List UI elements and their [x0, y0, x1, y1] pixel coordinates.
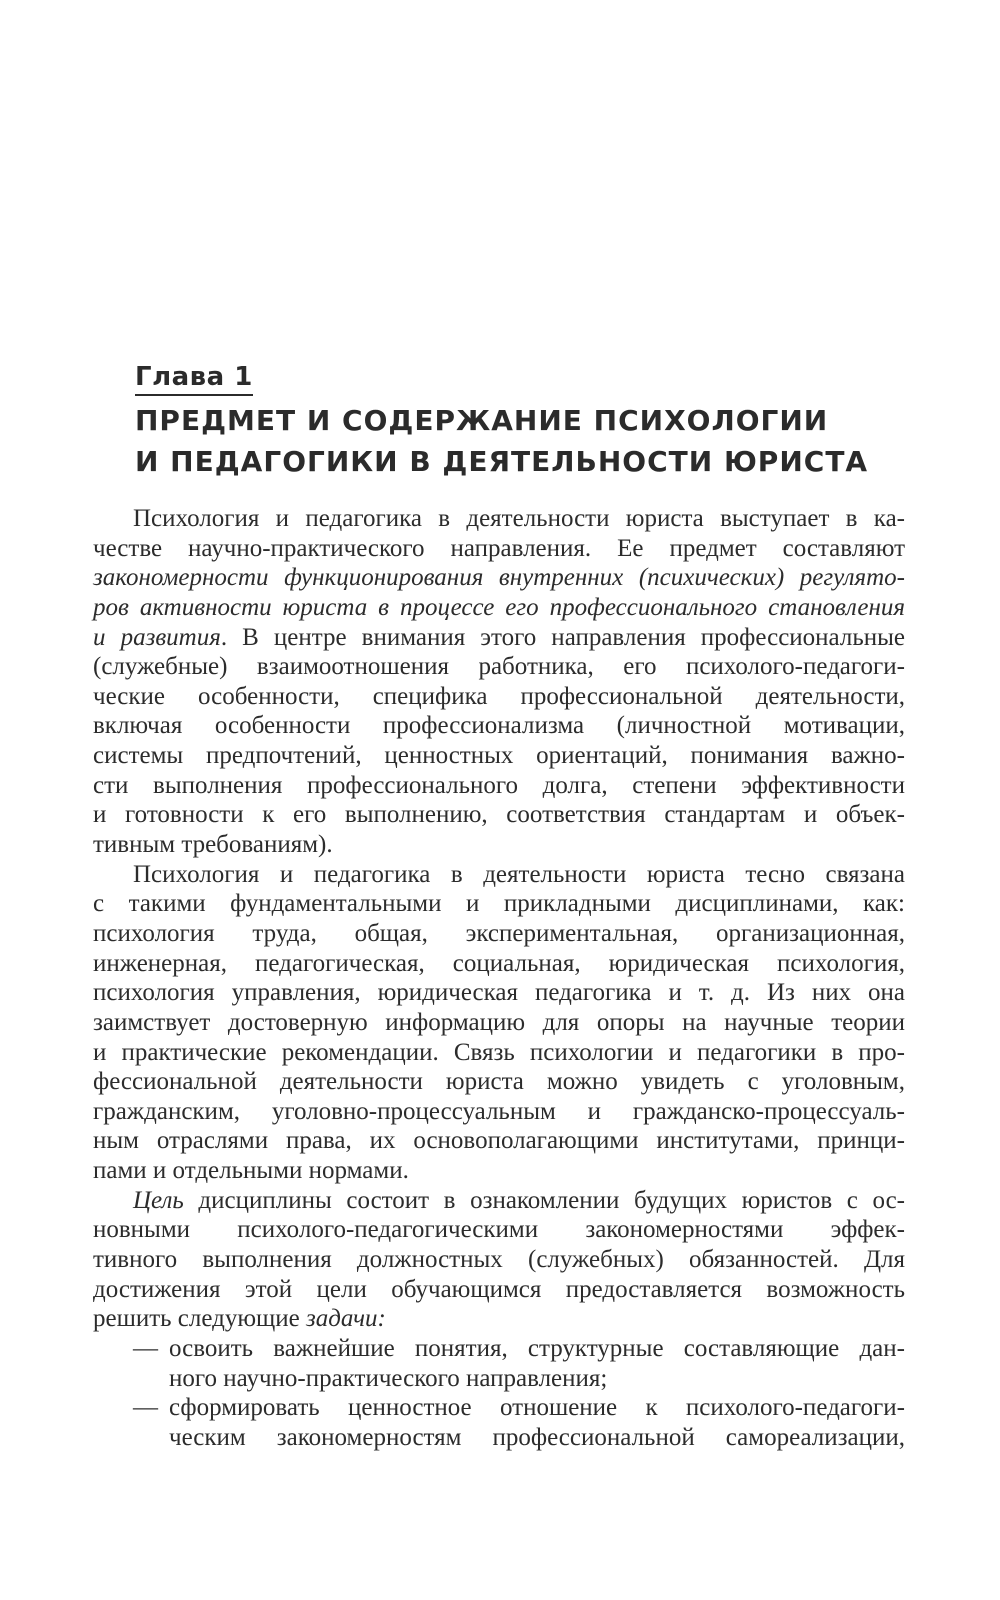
text-line: заимствует достоверную информацию для опоры на научные теории — [93, 1008, 905, 1036]
chapter-title-line: ПРЕДМЕТ И СОДЕРЖАНИЕ ПСИХОЛОГИИ — [135, 404, 829, 437]
text-line: сти выполнения профессионального долга, степени эффективности — [93, 771, 905, 799]
list-item-text: освоить важнейшие понятия, структурные составляющие дан- — [169, 1334, 905, 1362]
italic-text: и развития — [93, 623, 221, 651]
list-item-continuation: ческим закономерностям профессиональной самореализации, — [169, 1423, 905, 1451]
chapter-title-line: И ПЕДАГОГИКИ В ДЕЯТЕЛЬНОСТИ ЮРИСТА — [135, 445, 869, 478]
paragraph-subject — [93, 504, 905, 860]
italic-text: Цель — [133, 1186, 184, 1214]
dash-bullet: — — [133, 1394, 158, 1422]
italic-text: задачи: — [306, 1305, 386, 1333]
list-item-continuation: ного научно-практического направления; — [169, 1364, 608, 1392]
text-line: инженерная, педагогическая, социальная, юридическая психология, — [93, 949, 905, 977]
text-line — [93, 1186, 905, 1216]
list-item — [93, 1393, 905, 1423]
text-line: включая особенности профессионализма (личностной мотивации, — [93, 712, 905, 740]
text-line: честве научно-практического направления. Ее предмет составляют — [93, 534, 905, 562]
text-line: Психология и педагогика в деятельности юриста выступает в ка- — [133, 505, 905, 532]
text-line: фессиональной деятельности юриста можно увидеть с уголовным, — [93, 1068, 905, 1096]
paragraph-goal — [93, 1186, 905, 1334]
text-line — [93, 593, 905, 623]
chapter-title — [135, 400, 895, 482]
paragraph-relations — [93, 860, 905, 1186]
text-line: новными психолого-педагогическими закономерностями эффек- — [93, 1216, 905, 1244]
text-line: с такими фундаментальными и прикладными дисциплинами, как: — [93, 890, 905, 918]
text-line — [93, 623, 905, 653]
italic-text: закономерности функционирования внутренних (психических) регулято- — [93, 564, 905, 592]
text-line: Психология и педагогика в деятельности юриста тесно связана — [133, 860, 905, 888]
text-line: психология труда, общая, экспериментальная, организационная, — [93, 919, 905, 947]
text-line: и готовности к его выполнению, соответствия стандартам и объек- — [93, 801, 905, 829]
text-line: пами и отдельными нормами. — [93, 1157, 409, 1185]
text-line: тивным требованиям). — [93, 831, 333, 859]
text-span: . В центре внимания этого направления профессиональные — [220, 623, 906, 651]
text-line: достижения этой цели обучающимся предоставляется возможность — [93, 1275, 905, 1303]
text-span: дисциплины состоит в ознакомлении будущих юристов с ос- — [183, 1186, 905, 1214]
body-text — [93, 504, 905, 1453]
text-line: тивного выполнения должностных (служебных) обязанностей. Для — [93, 1246, 905, 1274]
text-line: ческие особенности, специфика профессиональной деятельности, — [93, 682, 905, 710]
italic-text: ров активности юриста в процессе его профессионального становления — [93, 593, 905, 621]
text-span: решить следующие — [93, 1305, 307, 1333]
text-line: психология управления, юридическая педагогика и т. д. Из них она — [93, 979, 905, 1007]
text-line: ным отраслями права, их основополагающими институтами, принци- — [93, 1127, 905, 1155]
task-list — [93, 1334, 905, 1453]
text-line: системы предпочтений, ценностных ориентаций, понимания важно- — [93, 742, 905, 770]
chapter-label: Глава 1 — [135, 362, 253, 396]
dash-bullet: — — [133, 1334, 158, 1362]
text-line — [93, 563, 905, 593]
text-line: гражданским, уголовно-процессуальным и гражданско-процессуаль- — [93, 1097, 905, 1125]
text-line: и практические рекомендации. Связь психологии и педагогики в про- — [93, 1038, 905, 1066]
text-line — [93, 1304, 905, 1334]
text-line: (служебные) взаимоотношения работника, его психолого-педагоги- — [93, 653, 905, 681]
list-item-text: сформировать ценностное отношение к психолого-педагоги- — [169, 1394, 905, 1422]
list-item — [93, 1334, 905, 1364]
